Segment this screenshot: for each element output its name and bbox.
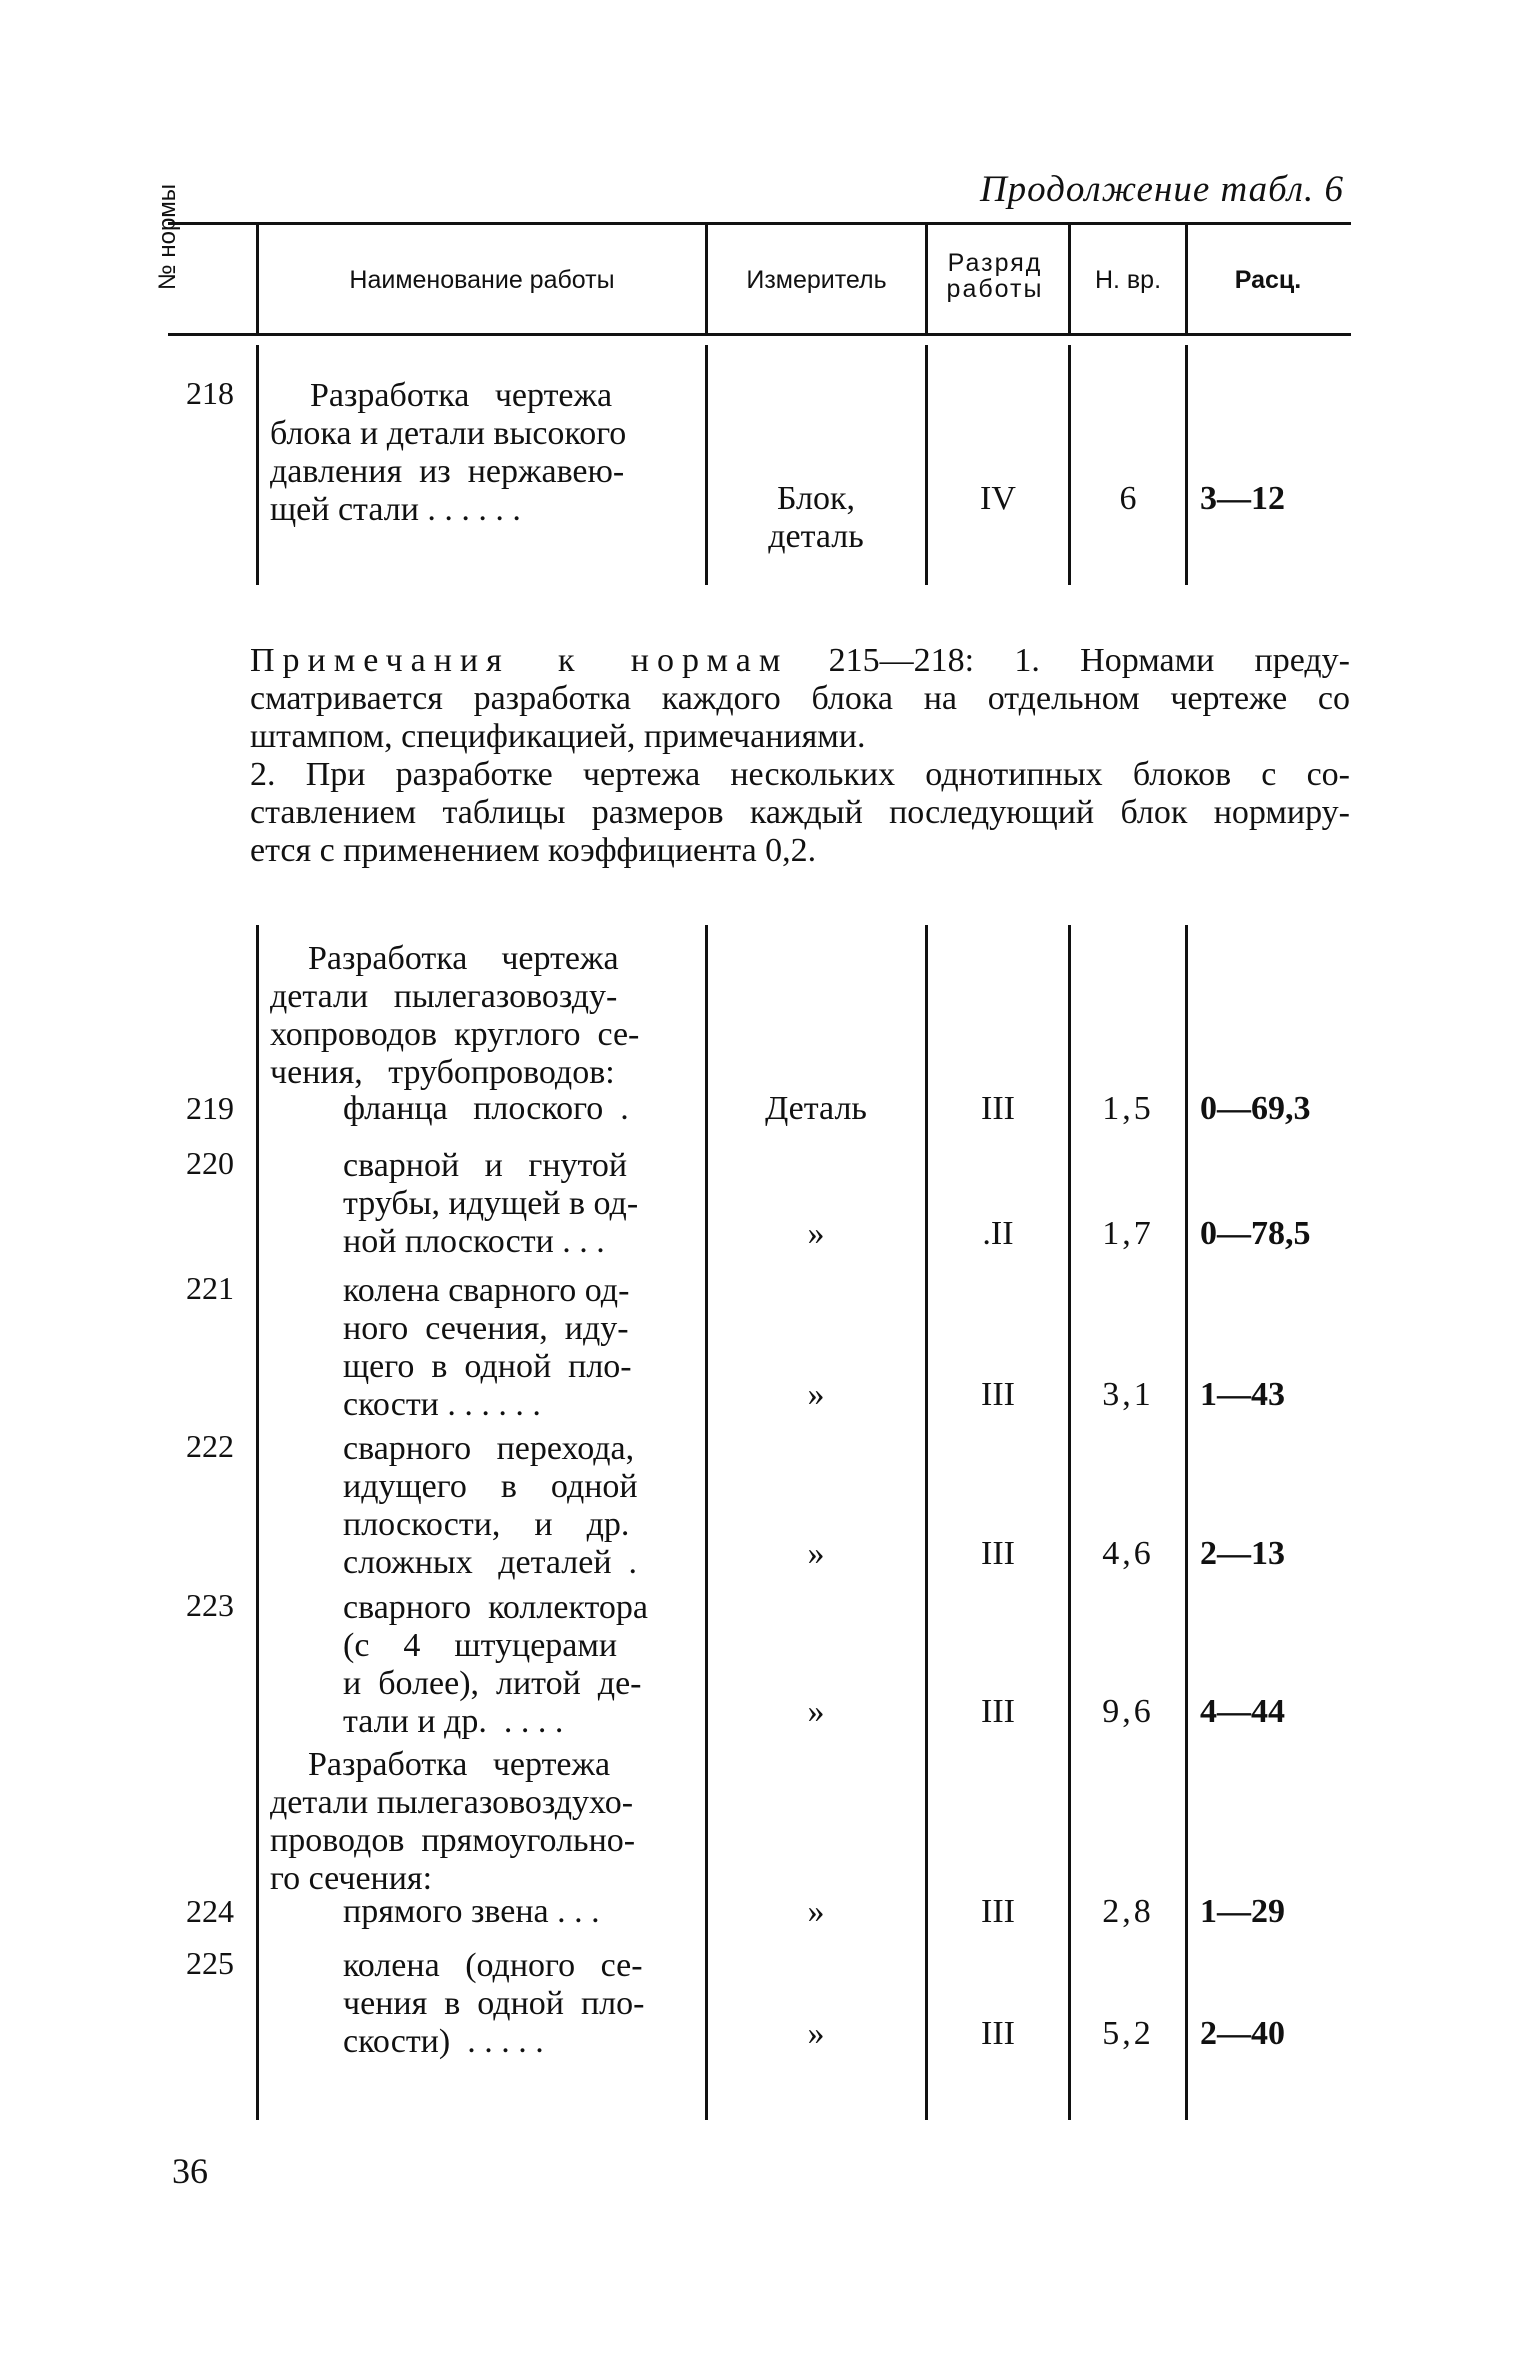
- work-name-line: скости . . . . . .: [343, 1386, 541, 1423]
- grade-cell: III: [981, 2015, 1015, 2052]
- unit-cell: »: [807, 1893, 825, 1930]
- work-name-line: трубы, идущей в од-: [343, 1185, 639, 1222]
- page-number: 36: [172, 2151, 208, 2191]
- work-name-line: плоскости, и др.: [343, 1506, 630, 1543]
- work-name-line: Разработка чертежа: [310, 377, 613, 414]
- time-cell: 2,8: [1102, 1893, 1154, 1930]
- rate-cell: 1—29: [1200, 1893, 1285, 1930]
- header-rate: Расц.: [1234, 266, 1302, 294]
- work-name-line: (с 4 штуцерами: [343, 1627, 618, 1664]
- unit-cell: »: [807, 1693, 825, 1730]
- notes-line: ставлением таблицы размеров каждый последующий блок нормиру-: [250, 794, 1350, 831]
- work-name: [343, 1589, 703, 1741]
- work-name-line: колена (одного се-: [343, 1947, 643, 1984]
- time-cell: 5,2: [1102, 2015, 1154, 2052]
- group-heading: [270, 940, 700, 1092]
- unit-cell: »: [807, 1215, 825, 1252]
- header-grade: Разряд работы: [946, 249, 1044, 304]
- work-name-line: давления из нержавею-: [270, 453, 625, 490]
- work-name-line: сварной и гнутой: [343, 1147, 628, 1184]
- work-name-line: щего в одной пло-: [343, 1348, 632, 1385]
- group-heading-line: хопроводов круглого се-: [270, 1016, 640, 1053]
- time-cell: 4,6: [1102, 1535, 1154, 1572]
- group-heading-line: детали пылегазовозду-: [270, 978, 618, 1015]
- rate-cell: 4—44: [1200, 1693, 1285, 1730]
- work-name: [343, 1090, 703, 1128]
- work-name: [343, 1947, 703, 2061]
- notes-line: штампом, спецификацией, примечаниями.: [250, 718, 866, 755]
- norm-number: 220: [186, 1145, 234, 1181]
- grade-cell: III: [981, 1693, 1015, 1730]
- rate-cell: 0—69,3: [1200, 1090, 1311, 1127]
- row-divider: [256, 345, 259, 585]
- time-cell: 1,7: [1102, 1215, 1154, 1252]
- group-heading-line: Разработка чертежа: [308, 1746, 611, 1783]
- notes-line: сматривается разработка каждого блока на отдельном чертеже со: [250, 680, 1350, 717]
- notes-line: ется с применением коэффициента 0,2.: [250, 832, 817, 869]
- rate-cell: 2—40: [1200, 2015, 1285, 2052]
- header-norm-number: № нормы: [154, 183, 181, 291]
- group-heading-line: чения, трубопроводов:: [270, 1054, 615, 1091]
- group-heading-line: проводов прямоугольно-: [270, 1822, 636, 1859]
- group-heading-line: го сечения:: [270, 1860, 433, 1897]
- row-divider: [705, 925, 708, 2120]
- work-name-line: колена сварного од-: [343, 1272, 630, 1309]
- grade-cell: III: [981, 1535, 1015, 1572]
- work-name: [343, 1893, 703, 1931]
- rate-cell: 2—13: [1200, 1535, 1285, 1572]
- row-divider: [1185, 345, 1188, 585]
- work-name-line: блока и детали высокого: [270, 415, 627, 452]
- work-name: [343, 1147, 703, 1261]
- work-name-line: сварного коллектора: [343, 1589, 649, 1626]
- notes-block: [250, 642, 1350, 870]
- unit-cell: »: [807, 1535, 825, 1572]
- norm-number: 219: [186, 1090, 234, 1126]
- norm-number: 218: [186, 375, 234, 411]
- notes-heading: Примечания к нормам: [250, 642, 789, 679]
- unit-cell: »: [807, 1376, 825, 1413]
- grade-cell: IV: [980, 480, 1016, 517]
- time-cell: 3,1: [1102, 1376, 1154, 1413]
- row-divider: [705, 345, 708, 585]
- work-name-line: ной плоскости . . .: [343, 1223, 605, 1260]
- group-heading-line: детали пылегазовоздухо-: [270, 1784, 634, 1821]
- norm-number: 221: [186, 1270, 234, 1306]
- grade-cell: III: [981, 1376, 1015, 1413]
- notes-line: [250, 642, 1350, 680]
- header-work-name: Наименование работы: [349, 266, 615, 294]
- work-name: [343, 1272, 703, 1424]
- unit-cell: »: [807, 2015, 825, 2052]
- group-heading: [270, 1746, 700, 1898]
- work-name-line: щей стали . . . . . .: [270, 491, 521, 528]
- work-name: [270, 377, 700, 529]
- time-cell: 6: [1119, 480, 1137, 517]
- rate-cell: 3—12: [1200, 480, 1285, 517]
- work-name-line: фланца плоского .: [343, 1090, 629, 1127]
- work-name-line: сварного перехода,: [343, 1430, 635, 1467]
- rate-cell: 0—78,5: [1200, 1215, 1311, 1252]
- work-name-line: и более), литой де-: [343, 1665, 642, 1702]
- work-name-line: чения в одной пло-: [343, 1985, 645, 2022]
- norm-number: 224: [186, 1893, 234, 1929]
- unit-cell: [710, 480, 922, 556]
- work-name-line: сложных деталей .: [343, 1544, 638, 1581]
- row-divider: [1185, 925, 1188, 2120]
- unit-cell: Деталь: [765, 1090, 867, 1127]
- norm-number: 225: [186, 1945, 234, 1981]
- notes-text: 215—218: 1. Нормами преду-: [828, 642, 1351, 679]
- grade-cell: .II: [982, 1215, 1014, 1252]
- work-name: [343, 1430, 703, 1582]
- header-top-rule: [168, 222, 1351, 225]
- unit-line: Блок,: [776, 480, 856, 517]
- time-cell: 1,5: [1102, 1090, 1154, 1127]
- header-bottom-rule: [168, 333, 1351, 336]
- work-name-line: скости) . . . . .: [343, 2023, 544, 2060]
- norm-number: 222: [186, 1428, 234, 1464]
- work-name-line: ного сечения, иду-: [343, 1310, 629, 1347]
- grade-cell: III: [981, 1893, 1015, 1930]
- time-cell: 9,6: [1102, 1693, 1154, 1730]
- unit-line: деталь: [768, 518, 864, 555]
- table-continuation-caption: Продолжение табл. 6: [979, 169, 1344, 210]
- grade-cell: III: [981, 1090, 1015, 1127]
- header-time: Н. вр.: [1094, 266, 1162, 294]
- header-unit: Измеритель: [746, 266, 887, 294]
- rate-cell: 1—43: [1200, 1376, 1285, 1413]
- work-name-line: прямого звена . . .: [343, 1893, 600, 1930]
- row-divider: [1068, 345, 1071, 585]
- header-divider: [925, 225, 928, 333]
- group-heading-line: Разработка чертежа: [308, 940, 619, 977]
- norm-number: 223: [186, 1587, 234, 1623]
- work-name-line: тали и др. . . . .: [343, 1703, 564, 1740]
- work-name-line: идущего в одной: [343, 1468, 638, 1505]
- row-divider: [925, 345, 928, 585]
- notes-line: 2. При разработке чертежа нескольких однотипных блоков с со-: [250, 756, 1350, 793]
- row-divider: [256, 925, 259, 2120]
